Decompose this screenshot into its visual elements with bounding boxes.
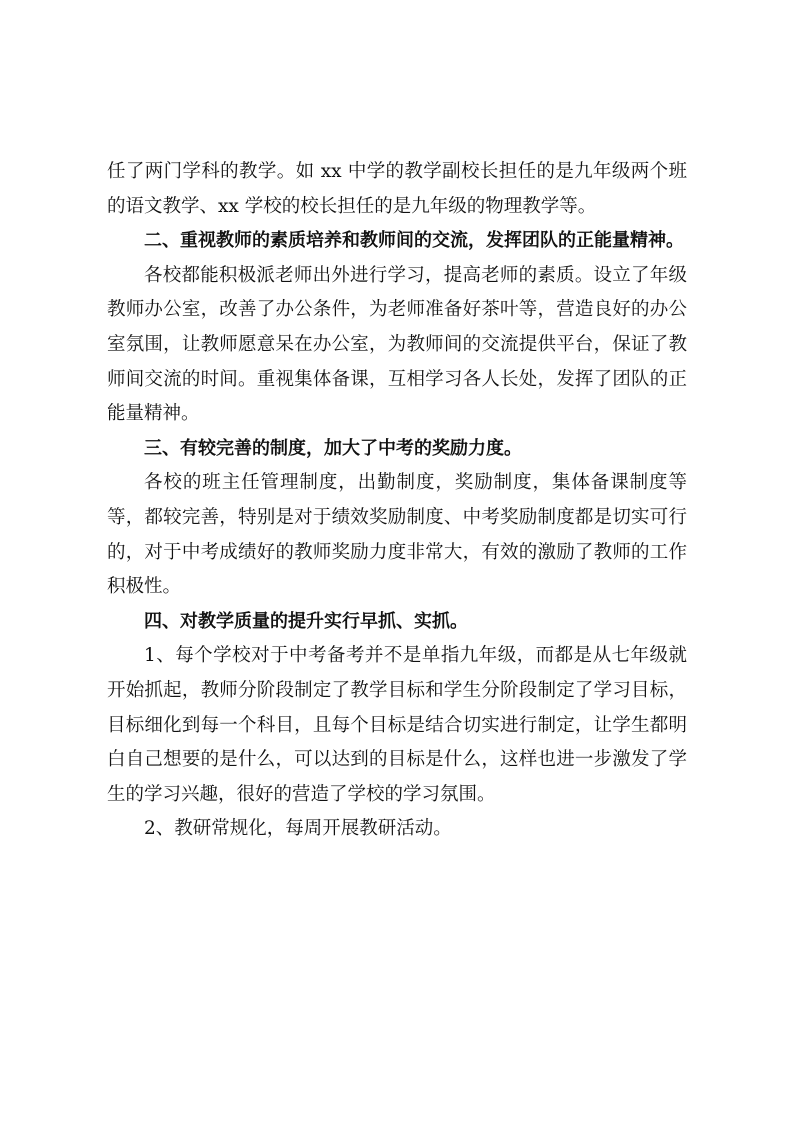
section-heading-4: 四、对教学质量的提升实行早抓、实抓。 (144, 610, 468, 632)
section-heading-2: 二、重视教师的素质培养和教师间的交流，发挥团队的正能量精神。 (144, 230, 684, 252)
document-body (107, 155, 687, 847)
paragraph-teacher-training: 各校都能积极派老师出外进行学习，提高老师的素质。设立了年级教师办公室，改善了办公条件，为老师准备好茶叶等，营造良好的办公室氛围，让教师愿意呆在办公室，为教师间的交流提供平台，保证了教师间交流的时间。重视集体备课，互相学习各人长处，发挥了团队的正能量精神。 (107, 264, 687, 425)
paragraph-early-preparation: 1、每个学校对于中考备考并不是单指九年级，而都是从七年级就开始抓起，教师分阶段制定了教学目标和学生分阶段制定了学习目标，目标细化到每一个科目，且每个目标是结合切实进行制定，让学生都明白自己想要的是什么，可以达到的目标是什么，这样也进一步激发了学生的学习兴趣，很好的营造了学校的学习氛围。 (107, 645, 687, 805)
paragraph-teaching-research: 2、教研常规化，每周开展教研活动。 (144, 818, 452, 840)
paragraph-incentive-system: 各校的班主任管理制度，出勤制度，奖励制度，集体备课制度等等，都较完善，特别是对于绩效奖励制度、中考奖励制度都是切实可行的，对于中考成绩好的教师奖励力度非常大，有效的激励了教师的工作积极性。 (107, 472, 687, 598)
section-heading-3: 三、有较完善的制度，加大了中考的奖励力度。 (144, 437, 522, 459)
paragraph-continuation: 任了两门学科的教学。如 xx 中学的教学副校长担任的是九年级两个班的语文教学、xx 学校的校长担任的是九年级的物理教学等。 (107, 161, 687, 217)
